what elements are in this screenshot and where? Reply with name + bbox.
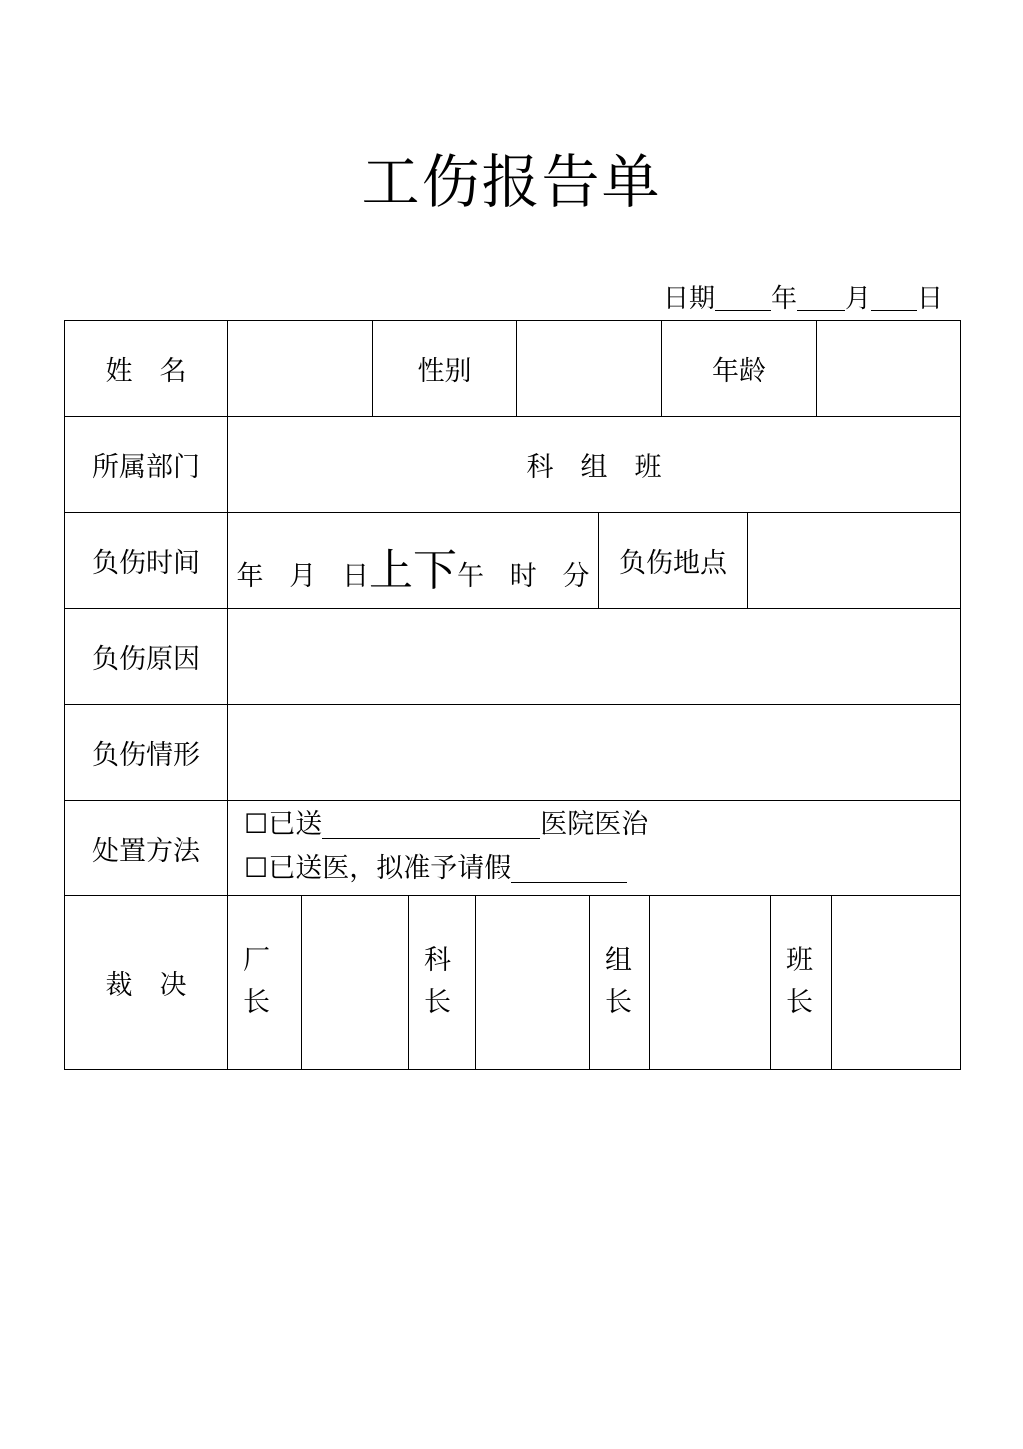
age-label: 年龄 — [712, 356, 766, 387]
ruling-label: 裁 决 — [105, 970, 187, 1001]
group-head-char-1: 组 — [605, 945, 632, 976]
gender-label-cell — [372, 320, 517, 417]
date-label: 日期 — [662, 284, 715, 314]
name-value-cell[interactable] — [227, 320, 373, 417]
time-hour: 时 — [509, 560, 537, 592]
age-label-cell — [661, 320, 817, 417]
date-year-label: 年 — [770, 284, 797, 314]
injury-cause-label-cell — [64, 608, 228, 705]
hospital-name-blank[interactable] — [322, 808, 540, 839]
injury-time-parts — [237, 524, 590, 598]
injury-situation-label: 负伤情形 — [92, 740, 200, 771]
injury-situation-label-cell — [64, 704, 228, 801]
time-noon: 午 — [457, 560, 484, 592]
section-head-label — [424, 940, 454, 1024]
name-label-cell — [64, 320, 228, 417]
group-head-sign-cell[interactable] — [649, 895, 771, 1070]
factory-head-char-1: 厂 — [243, 945, 270, 976]
injury-cause-label: 负伤原因 — [92, 644, 200, 675]
ruling-label-cell — [64, 895, 228, 1070]
gender-label: 性别 — [417, 356, 472, 387]
treatment-label: 处置方法 — [92, 835, 200, 867]
date-day-blank[interactable] — [871, 282, 917, 311]
team-head-label — [786, 940, 816, 1024]
injury-location-value-cell[interactable] — [747, 512, 961, 609]
department-label: 所属部门 — [92, 452, 200, 483]
treatment-line1-prefix: ☐已送 — [244, 809, 323, 840]
treatment-option-leave[interactable] — [244, 852, 627, 886]
treatment-option-hospital[interactable] — [244, 808, 648, 842]
injury-time-label-cell — [64, 512, 228, 609]
treatment-line1-suffix: 医院医治 — [540, 809, 649, 840]
section-head-char-2: 长 — [424, 987, 451, 1018]
group-head-label — [605, 940, 635, 1024]
page-title: 工伤报告单 — [361, 148, 662, 216]
group-head-char-2: 长 — [605, 987, 632, 1018]
factory-head-char-2: 长 — [243, 987, 270, 1018]
factory-head-sign-cell[interactable] — [301, 895, 409, 1070]
date-month-blank[interactable] — [797, 282, 845, 311]
department-value-cell[interactable] — [227, 416, 961, 513]
time-month: 月 — [289, 560, 317, 592]
time-am-pm: 上下 — [369, 544, 457, 596]
injury-time-label: 负伤时间 — [92, 548, 200, 579]
section-head-sign-cell[interactable] — [475, 895, 590, 1070]
injury-cause-value-cell[interactable] — [227, 608, 961, 705]
team-head-sign-cell[interactable] — [831, 895, 961, 1070]
department-units: 科 组 班 — [526, 452, 662, 483]
injury-location-label-cell — [598, 512, 748, 609]
department-label-cell — [64, 416, 228, 513]
section-head-char-1: 科 — [424, 945, 451, 976]
team-head-char-2: 长 — [786, 987, 813, 1018]
team-head-char-1: 班 — [786, 945, 813, 976]
time-year: 年 — [236, 560, 264, 592]
date-line — [663, 282, 943, 316]
injury-time-value-cell[interactable] — [227, 512, 599, 609]
treatment-line2-prefix: ☐已送医，拟准予请假 — [244, 853, 512, 884]
injury-location-label: 负伤地点 — [619, 548, 727, 579]
date-day-label: 日 — [916, 284, 943, 314]
time-minute: 分 — [562, 560, 590, 592]
name-label: 姓 名 — [105, 356, 187, 387]
treatment-label-cell — [64, 800, 228, 896]
injury-situation-value-cell[interactable] — [227, 704, 961, 801]
time-day: 日 — [342, 560, 369, 592]
leave-days-blank[interactable] — [511, 852, 627, 883]
gender-value-cell[interactable] — [516, 320, 662, 417]
date-month-label: 月 — [844, 284, 871, 314]
date-year-blank[interactable] — [715, 282, 771, 311]
factory-head-label — [243, 940, 273, 1024]
age-value-cell[interactable] — [816, 320, 961, 417]
